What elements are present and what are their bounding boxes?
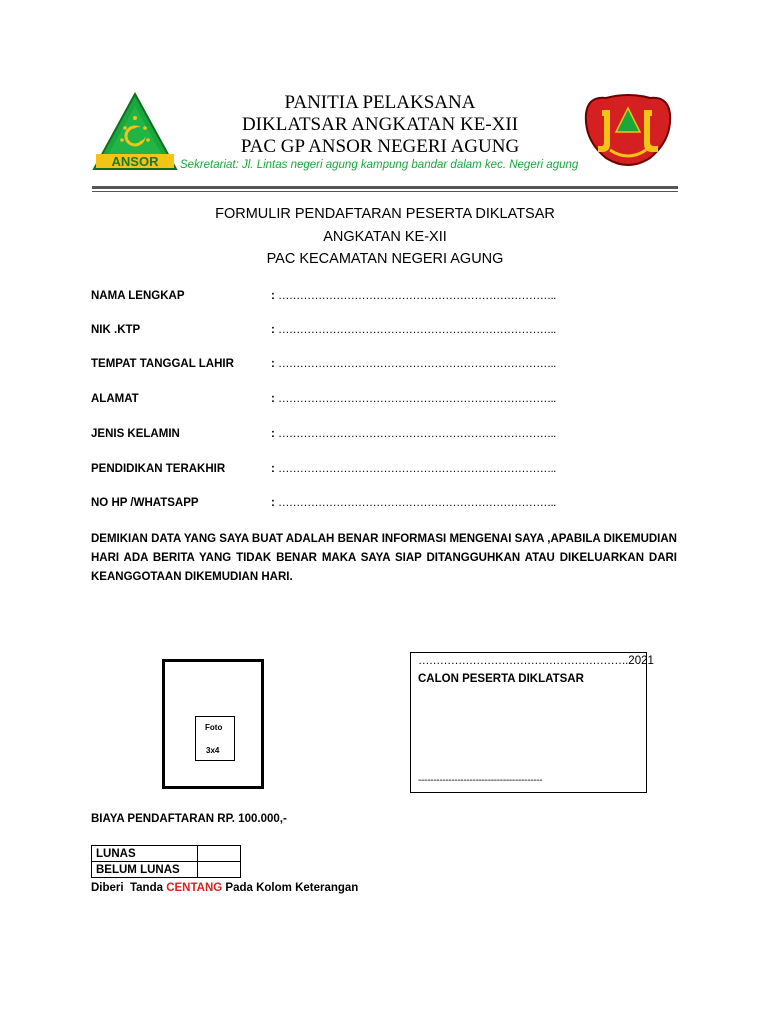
field-separator: :	[271, 428, 275, 440]
payment-checkbox-lunas[interactable]	[198, 846, 241, 862]
field-jenis-kelamin	[91, 428, 556, 444]
field-separator: :	[271, 324, 275, 336]
field-label: NO HP /WHATSAPP	[91, 497, 199, 509]
payment-status-table	[91, 845, 241, 878]
field-alamat	[91, 393, 556, 409]
header-title-3: PAC GP ANSOR NEGERI AGUNG	[240, 136, 520, 157]
header-title-2: DIKLATSAR ANGKATAN KE-XII	[241, 114, 519, 135]
field-fill-line[interactable]: …………………………………………………………………..	[278, 497, 556, 509]
header-divider-thin	[92, 191, 678, 192]
field-no-hp-whatsapp	[91, 497, 556, 513]
ansor-logo	[92, 92, 178, 172]
banser-emblem-icon	[580, 92, 676, 172]
form-title-1: FORMULIR PENDAFTARAN PESERTA DIKLATSAR	[215, 206, 555, 222]
field-separator: :	[271, 463, 275, 475]
field-label: ALAMAT	[91, 393, 139, 405]
field-separator: :	[271, 393, 275, 405]
signature-year: .2021	[625, 655, 654, 667]
field-fill-line[interactable]: …………………………………………………………………..	[278, 324, 556, 336]
registration-fee: BIAYA PENDAFTARAN RP. 100.000,-	[91, 813, 287, 825]
field-fill-line[interactable]: …………………………………………………………………..	[278, 393, 556, 405]
payment-option-belum-lunas: BELUM LUNAS	[92, 862, 198, 878]
field-pendidikan-terakhir	[91, 463, 556, 479]
note-highlight: CENTANG	[166, 882, 223, 894]
note-suffix: Pada Kolom Keterangan	[222, 882, 359, 894]
field-label: JENIS KELAMIN	[91, 428, 180, 440]
table-row	[92, 846, 241, 862]
field-fill-line[interactable]: …………………………………………………………………..	[278, 463, 556, 475]
check-instruction	[91, 882, 358, 894]
field-label: NIK .KTP	[91, 324, 141, 336]
field-fill-line[interactable]: …………………………………………………………………..	[278, 290, 556, 302]
signature-label: CALON PESERTA DIKLATSAR	[418, 673, 584, 685]
header-title-1: PANITIA PELAKSANA	[284, 92, 476, 113]
header-divider-thick	[92, 186, 678, 189]
field-label: PENDIDIKAN TERAKHIR	[91, 463, 226, 475]
field-separator: :	[271, 358, 275, 370]
field-separator: :	[271, 497, 275, 509]
field-nik-ktp	[91, 324, 556, 340]
field-fill-line[interactable]: …………………………………………………………………..	[278, 358, 556, 370]
field-fill-line[interactable]: …………………………………………………………………..	[278, 428, 556, 440]
field-label: TEMPAT TANGGAL LAHIR	[91, 358, 234, 370]
svg-text:ANSOR: ANSOR	[111, 154, 159, 169]
form-title-3: PAC KECAMATAN NEGERI AGUNG	[266, 251, 504, 267]
photo-placeholder	[195, 716, 235, 761]
signature-date[interactable]	[418, 655, 654, 667]
field-nama-lengkap	[91, 290, 556, 306]
table-row	[92, 862, 241, 878]
secretariat-address: Sekretariat: Jl. Lintas negeri agung kampung bandar dalam kec. Negeri agung	[180, 159, 579, 171]
photo-label: Foto	[205, 723, 223, 732]
signature-line[interactable]: -----------------------------------------	[418, 775, 543, 786]
declaration-text: DEMIKIAN DATA YANG SAYA BUAT ADALAH BENAR INFORMASI MENGENAI SAYA ,APABILA DIKEMUDIAN HARI ADA BERITA YANG TIDAK BENAR MAKA SAYA SIAP DITANGGUHKAN ATAU DIKELUARKAN DARI KEANGGOTAAN DIKEMUDIAN HARI.	[91, 533, 677, 583]
photo-size: 3x4	[206, 746, 220, 755]
form-title-2: ANGKATAN KE-XII	[323, 229, 447, 245]
field-label: NAMA LENGKAP	[91, 290, 185, 302]
payment-checkbox-belum-lunas[interactable]	[198, 862, 241, 878]
field-tempat-tanggal-lahir	[91, 358, 556, 374]
field-separator: :	[271, 290, 275, 302]
payment-option-lunas: LUNAS	[92, 846, 198, 862]
note-prefix: Diberi Tanda	[91, 882, 167, 894]
signature-date-dots: …………………………………………………	[418, 655, 626, 667]
